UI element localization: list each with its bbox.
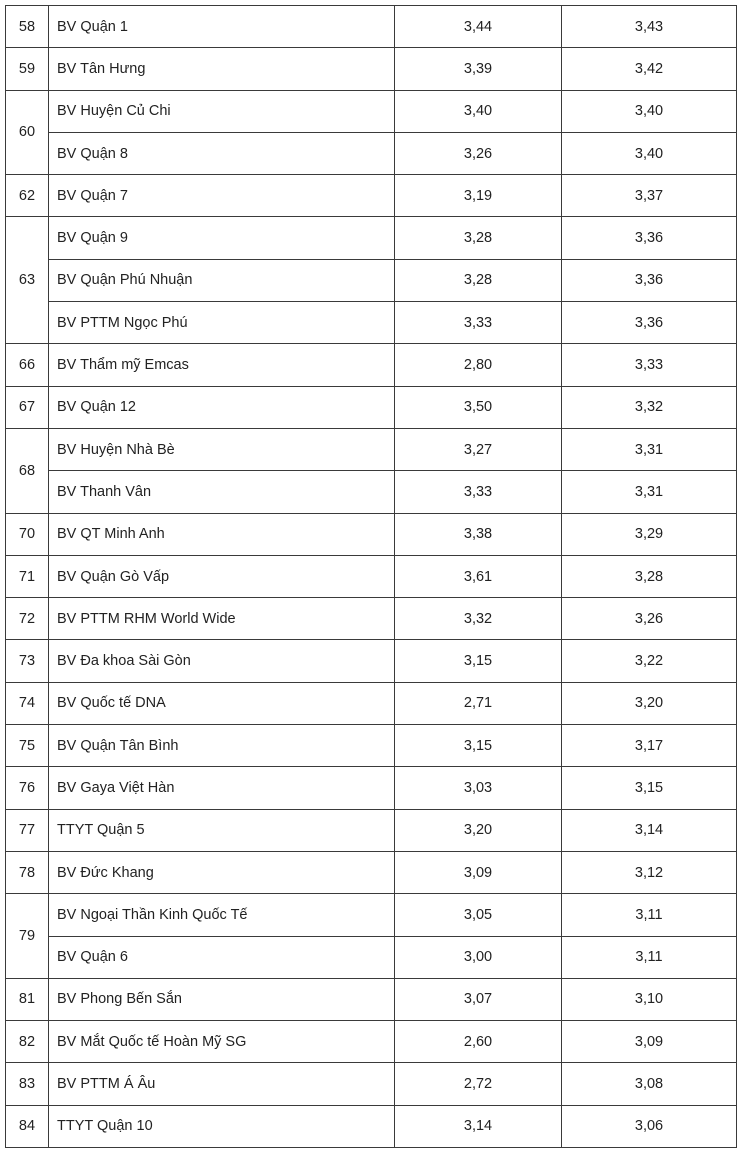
hospital-name-cell: BV Đa khoa Sài Gòn	[49, 640, 395, 682]
score-2-cell: 3,17	[562, 725, 737, 767]
score-2-cell: 3,26	[562, 598, 737, 640]
rank-cell: 83	[6, 1063, 49, 1105]
score-1-cell: 3,15	[395, 640, 562, 682]
score-1-cell: 2,72	[395, 1063, 562, 1105]
rank-cell: 59	[6, 48, 49, 90]
hospital-name-cell: BV QT Minh Anh	[49, 513, 395, 555]
hospital-name-cell: BV Huyện Củ Chi	[49, 90, 395, 132]
score-2-cell: 3,40	[562, 132, 737, 174]
hospital-name-cell: BV Thẩm mỹ Emcas	[49, 344, 395, 386]
rank-cell: 68	[6, 428, 49, 513]
table-row	[6, 598, 737, 640]
hospital-name-cell: BV Quận Tân Bình	[49, 725, 395, 767]
score-2-cell: 3,09	[562, 1021, 737, 1063]
table-row	[6, 6, 737, 48]
hospital-name-cell: BV PTTM RHM World Wide	[49, 598, 395, 640]
hospital-name-cell: BV PTTM Ngọc Phú	[49, 302, 395, 344]
hospital-name-cell: BV Quận Phú Nhuận	[49, 259, 395, 301]
table-row	[6, 217, 737, 259]
score-2-cell: 3,11	[562, 894, 737, 936]
table-row	[6, 936, 737, 978]
rank-cell: 62	[6, 175, 49, 217]
hospital-name-cell: BV Quận Gò Vấp	[49, 555, 395, 597]
score-2-cell: 3,42	[562, 48, 737, 90]
score-1-cell: 3,05	[395, 894, 562, 936]
score-2-cell: 3,40	[562, 90, 737, 132]
score-2-cell: 3,36	[562, 259, 737, 301]
table-row	[6, 302, 737, 344]
score-1-cell: 2,71	[395, 682, 562, 724]
hospital-name-cell: BV PTTM Á Âu	[49, 1063, 395, 1105]
table-row	[6, 978, 737, 1020]
score-2-cell: 3,43	[562, 6, 737, 48]
table-row	[6, 175, 737, 217]
score-1-cell: 3,40	[395, 90, 562, 132]
table-row	[6, 428, 737, 470]
score-2-cell: 3,22	[562, 640, 737, 682]
hospital-name-cell: BV Thanh Vân	[49, 471, 395, 513]
hospital-name-cell: BV Quận 1	[49, 6, 395, 48]
table-row	[6, 1105, 737, 1147]
score-2-cell: 3,10	[562, 978, 737, 1020]
score-1-cell: 3,19	[395, 175, 562, 217]
table-row	[6, 471, 737, 513]
score-1-cell: 3,38	[395, 513, 562, 555]
table-row	[6, 1063, 737, 1105]
hospital-name-cell: BV Quận 8	[49, 132, 395, 174]
hospital-name-cell: BV Mắt Quốc tế Hoàn Mỹ SG	[49, 1021, 395, 1063]
rank-cell: 76	[6, 767, 49, 809]
score-1-cell: 3,28	[395, 259, 562, 301]
rank-cell: 66	[6, 344, 49, 386]
score-1-cell: 3,14	[395, 1105, 562, 1147]
hospital-name-cell: BV Đức Khang	[49, 851, 395, 893]
table-row	[6, 513, 737, 555]
table-row	[6, 344, 737, 386]
score-1-cell: 3,15	[395, 725, 562, 767]
table-row	[6, 725, 737, 767]
rank-cell: 73	[6, 640, 49, 682]
score-2-cell: 3,14	[562, 809, 737, 851]
rank-cell: 84	[6, 1105, 49, 1147]
table-row	[6, 259, 737, 301]
rank-cell: 74	[6, 682, 49, 724]
table-row	[6, 640, 737, 682]
rank-cell: 60	[6, 90, 49, 175]
rank-cell: 82	[6, 1021, 49, 1063]
score-1-cell: 3,00	[395, 936, 562, 978]
hospital-name-cell: BV Huyện Nhà Bè	[49, 428, 395, 470]
rank-cell: 81	[6, 978, 49, 1020]
score-2-cell: 3,29	[562, 513, 737, 555]
hospital-name-cell: BV Quận 9	[49, 217, 395, 259]
rank-cell: 63	[6, 217, 49, 344]
hospital-name-cell: BV Quận 6	[49, 936, 395, 978]
score-2-cell: 3,36	[562, 302, 737, 344]
hospital-name-cell: BV Quận 12	[49, 386, 395, 428]
score-2-cell: 3,15	[562, 767, 737, 809]
score-2-cell: 3,08	[562, 1063, 737, 1105]
rank-cell: 75	[6, 725, 49, 767]
score-2-cell: 3,33	[562, 344, 737, 386]
rank-cell: 71	[6, 555, 49, 597]
table-row	[6, 90, 737, 132]
score-2-cell: 3,06	[562, 1105, 737, 1147]
score-1-cell: 3,09	[395, 851, 562, 893]
score-1-cell: 3,07	[395, 978, 562, 1020]
table-row	[6, 682, 737, 724]
hospital-name-cell: BV Quốc tế DNA	[49, 682, 395, 724]
score-1-cell: 3,27	[395, 428, 562, 470]
hospital-name-cell: BV Phong Bến Sắn	[49, 978, 395, 1020]
rank-cell: 58	[6, 6, 49, 48]
table-row	[6, 894, 737, 936]
score-1-cell: 3,61	[395, 555, 562, 597]
rank-cell: 67	[6, 386, 49, 428]
table-row	[6, 48, 737, 90]
score-1-cell: 3,33	[395, 302, 562, 344]
score-1-cell: 3,50	[395, 386, 562, 428]
hospital-ranking-table	[5, 5, 737, 1148]
hospital-name-cell: TTYT Quận 10	[49, 1105, 395, 1147]
score-1-cell: 3,28	[395, 217, 562, 259]
score-2-cell: 3,12	[562, 851, 737, 893]
score-2-cell: 3,31	[562, 471, 737, 513]
hospital-name-cell: BV Ngoại Thần Kinh Quốc Tế	[49, 894, 395, 936]
rank-cell: 79	[6, 894, 49, 979]
table-row	[6, 809, 737, 851]
hospital-name-cell: TTYT Quận 5	[49, 809, 395, 851]
score-2-cell: 3,37	[562, 175, 737, 217]
score-1-cell: 3,20	[395, 809, 562, 851]
table-row	[6, 767, 737, 809]
hospital-name-cell: BV Gaya Việt Hàn	[49, 767, 395, 809]
rank-cell: 72	[6, 598, 49, 640]
score-2-cell: 3,31	[562, 428, 737, 470]
score-1-cell: 3,39	[395, 48, 562, 90]
rank-cell: 78	[6, 851, 49, 893]
table-row	[6, 132, 737, 174]
score-1-cell: 3,33	[395, 471, 562, 513]
table-row	[6, 851, 737, 893]
score-2-cell: 3,36	[562, 217, 737, 259]
score-2-cell: 3,28	[562, 555, 737, 597]
score-1-cell: 3,03	[395, 767, 562, 809]
rank-cell: 77	[6, 809, 49, 851]
table-row	[6, 1021, 737, 1063]
hospital-name-cell: BV Quận 7	[49, 175, 395, 217]
hospital-name-cell: BV Tân Hưng	[49, 48, 395, 90]
score-2-cell: 3,32	[562, 386, 737, 428]
score-1-cell: 3,44	[395, 6, 562, 48]
table-row	[6, 386, 737, 428]
score-1-cell: 2,60	[395, 1021, 562, 1063]
rank-cell: 70	[6, 513, 49, 555]
score-2-cell: 3,11	[562, 936, 737, 978]
score-1-cell: 3,26	[395, 132, 562, 174]
table-row	[6, 555, 737, 597]
score-2-cell: 3,20	[562, 682, 737, 724]
score-1-cell: 2,80	[395, 344, 562, 386]
score-1-cell: 3,32	[395, 598, 562, 640]
